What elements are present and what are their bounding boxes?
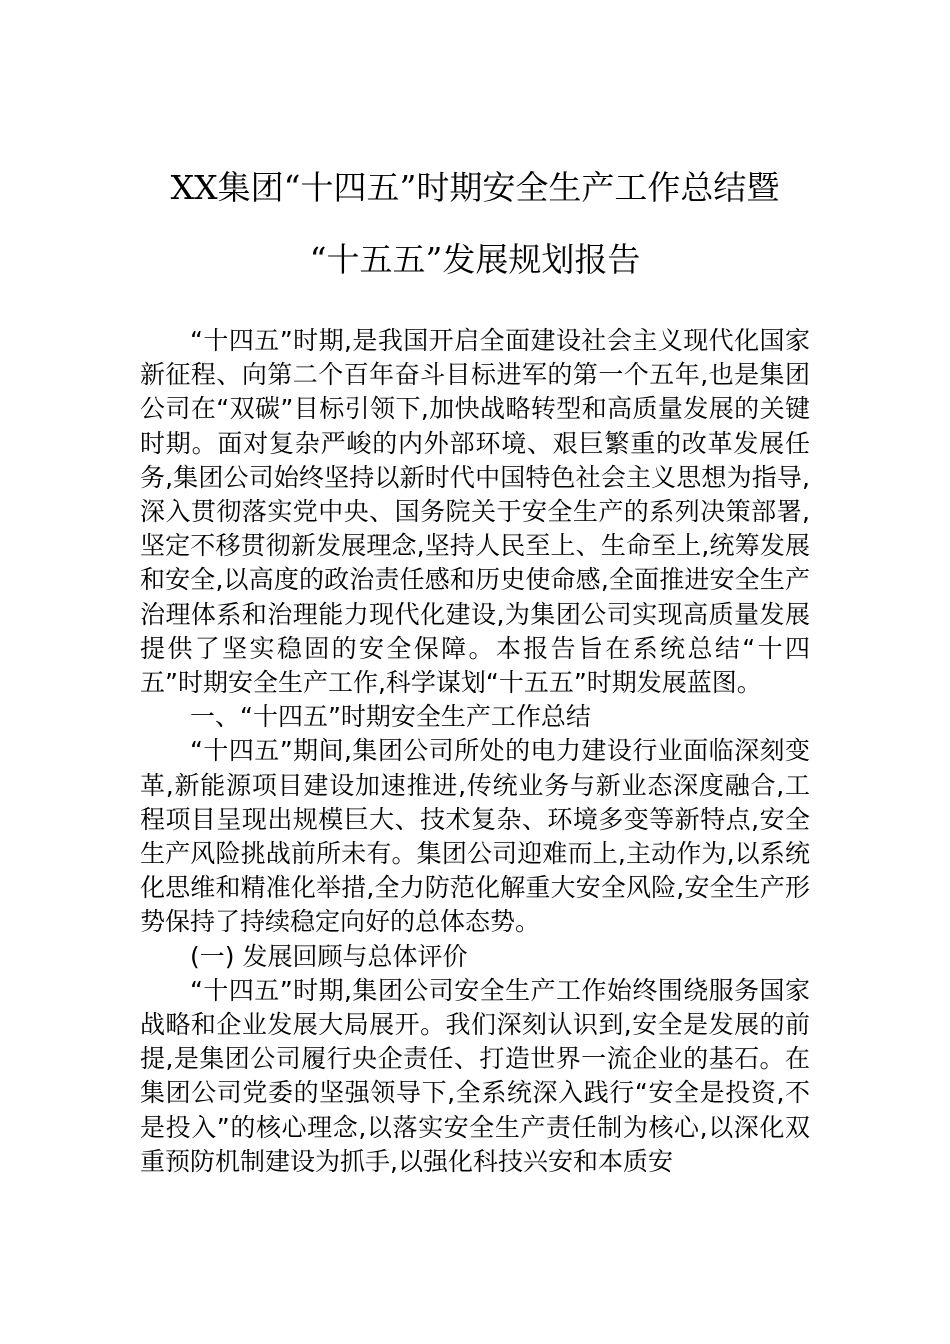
document-title-line-2: “十五五”发展规划报告	[309, 240, 641, 279]
subsection-heading: (一) 发展回顾与总体评价	[190, 941, 468, 971]
subsection-paragraph: “十四五”时期,集团公司安全生产工作始终围绕服务国家战略和企业发展大局展开。我们深刻认识到,安全是发展的前提,是集团公司履行央企责任、打造世界一流企业的基石。在集团公司党委的坚强领导下,全系统深入践行“安全是投资,不是投入”的核心理念,以落实安全生产责任制为核心,以深化双重预防机制建设为抓手,以强化科技兴安和本质安	[140, 975, 810, 1176]
intro-paragraph: “十四五”时期,是我国开启全面建设社会主义现代化国家新征程、向第二个百年奋斗目标进军的第一个五年,也是集团公司在“双碳”目标引领下,加快战略转型和高质量发展的关键时期。面对复杂严峻的内外部环境、艰巨繁重的改革发展任务,集团公司始终坚持以新时代中国特色社会主义思想为指导,深入贯彻落实党中央、国务院关于安全生产的系列决策部署,坚定不移贯彻新发展理念,坚持人民至上、生命至上,统筹发展和安全,以高度的政治责任感和历史使命感,全面推进安全生产治理体系和治理能力现代化建设,为集团公司实现高质量发展提供了坚实稳固的安全保障。本报告旨在系统总结“十四五”时期安全生产工作,科学谋划“十五五”时期发展蓝图。	[140, 326, 810, 698]
document-body	[140, 324, 810, 1179]
section-heading: 一、“十四五”时期安全生产工作总结	[190, 702, 591, 732]
section-paragraph: “十四五”期间,集团公司所处的电力建设行业面临深刻变革,新能源项目建设加速推进,传统业务与新业态深度融合,工程项目呈现出规模巨大、技术复杂、环境多变等新特点,安全生产风险挑战前所未有。集团公司迎难而上,主动作为,以系统化思维和精准化举措,全力防范化解重大安全风险,安全生产形势保持了持续稳定向好的总体态势。	[140, 736, 810, 937]
document-title-line-1: XX集团“十四五”时期安全生产工作总结暨	[170, 168, 780, 207]
